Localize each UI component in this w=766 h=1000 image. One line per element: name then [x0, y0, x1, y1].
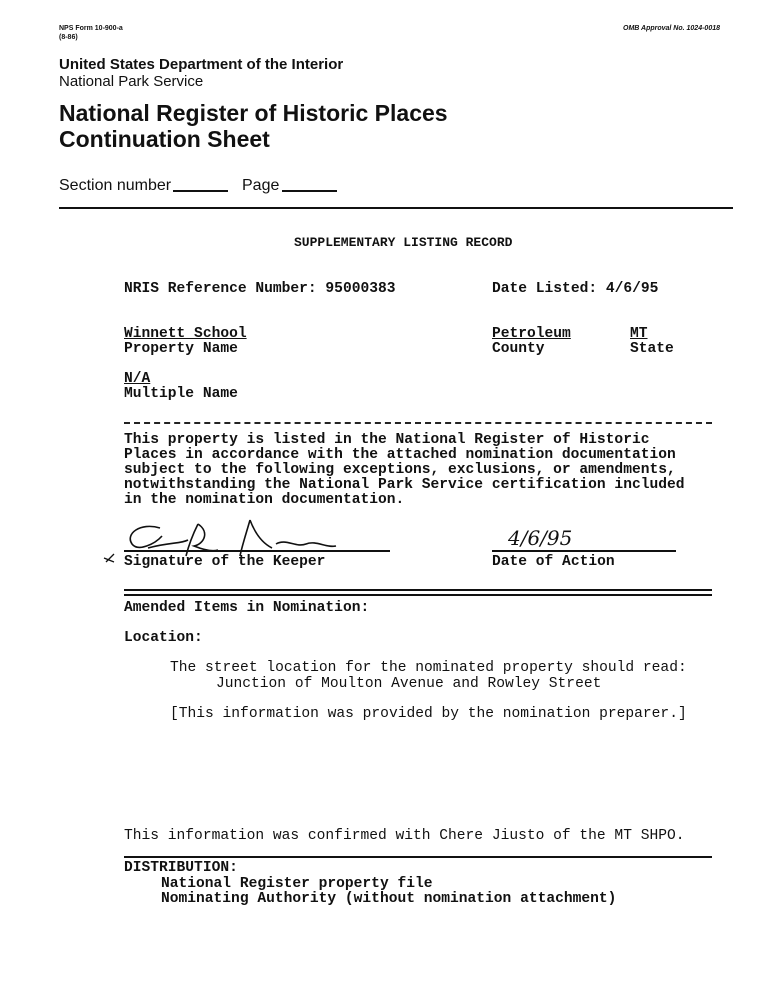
confirmation-text: This information was confirmed with Chere Jiusto of the MT SHPO. [124, 828, 685, 844]
handwritten-action-date: 4/6/95 [508, 526, 573, 550]
distribution-item: National Register property file [161, 876, 433, 892]
location-address: Junction of Moulton Avenue and Rowley Street [216, 676, 602, 692]
amended-heading: Amended Items in Nomination: [124, 600, 370, 616]
form-title-line1: National Register of Historic Places [59, 100, 448, 126]
date-of-action-label: Date of Action [492, 554, 615, 570]
county-label: County [492, 341, 545, 357]
form-number: NPS Form 10-900-a [59, 25, 123, 32]
form-title-line2: Continuation Sheet [59, 126, 270, 152]
multiple-name-label: Multiple Name [124, 386, 238, 402]
distribution-item: Nominating Authority (without nomination attachment) [161, 891, 617, 907]
signature-label: Signature of the Keeper [124, 554, 326, 570]
county-value: Petroleum [492, 326, 571, 342]
service-name: National Park Service [59, 73, 204, 90]
distribution-heading: DISTRIBUTION: [124, 860, 238, 876]
location-note: [This information was provided by the nomination preparer.] [170, 706, 687, 722]
department-name: United States Department of the Interior [59, 56, 344, 73]
location-heading: Location: [124, 630, 203, 646]
property-name-label: Property Name [124, 341, 238, 357]
property-name: Winnett School [124, 326, 247, 342]
nris-reference: NRIS Reference Number: 95000383 [124, 281, 396, 297]
statement-line: in the nomination documentation. [124, 492, 405, 508]
statement-line: subject to the following exceptions, exclusions, or amendments, [124, 462, 676, 478]
date-of-action-line [492, 550, 676, 552]
page-blank [282, 190, 337, 192]
record-heading: SUPPLEMENTARY LISTING RECORD [294, 235, 513, 250]
multiple-name-value: N/A [124, 371, 151, 387]
location-text: The street location for the nominated property should read: [170, 660, 687, 676]
statement-line: Places in accordance with the attached nomination documentation [124, 447, 676, 463]
double-divider-bottom [124, 594, 712, 596]
state-value: MT [630, 326, 648, 342]
section-number-label: Section number [59, 177, 172, 194]
form-date: (8-86) [59, 34, 78, 41]
section-number-blank [173, 190, 228, 192]
date-listed: Date Listed: 4/6/95 [492, 281, 659, 297]
page-label: Page [242, 177, 280, 194]
statement-line: notwithstanding the National Park Service certification included [124, 477, 685, 493]
header-divider [59, 207, 733, 209]
double-divider-top [124, 589, 712, 591]
state-label: State [630, 341, 674, 357]
distribution-divider [124, 856, 712, 858]
signature-line [124, 550, 390, 552]
omb-approval: OMB Approval No. 1024-0018 [623, 25, 720, 32]
dashed-divider [124, 422, 712, 424]
statement-line: This property is listed in the National Register of Historic [124, 432, 650, 448]
